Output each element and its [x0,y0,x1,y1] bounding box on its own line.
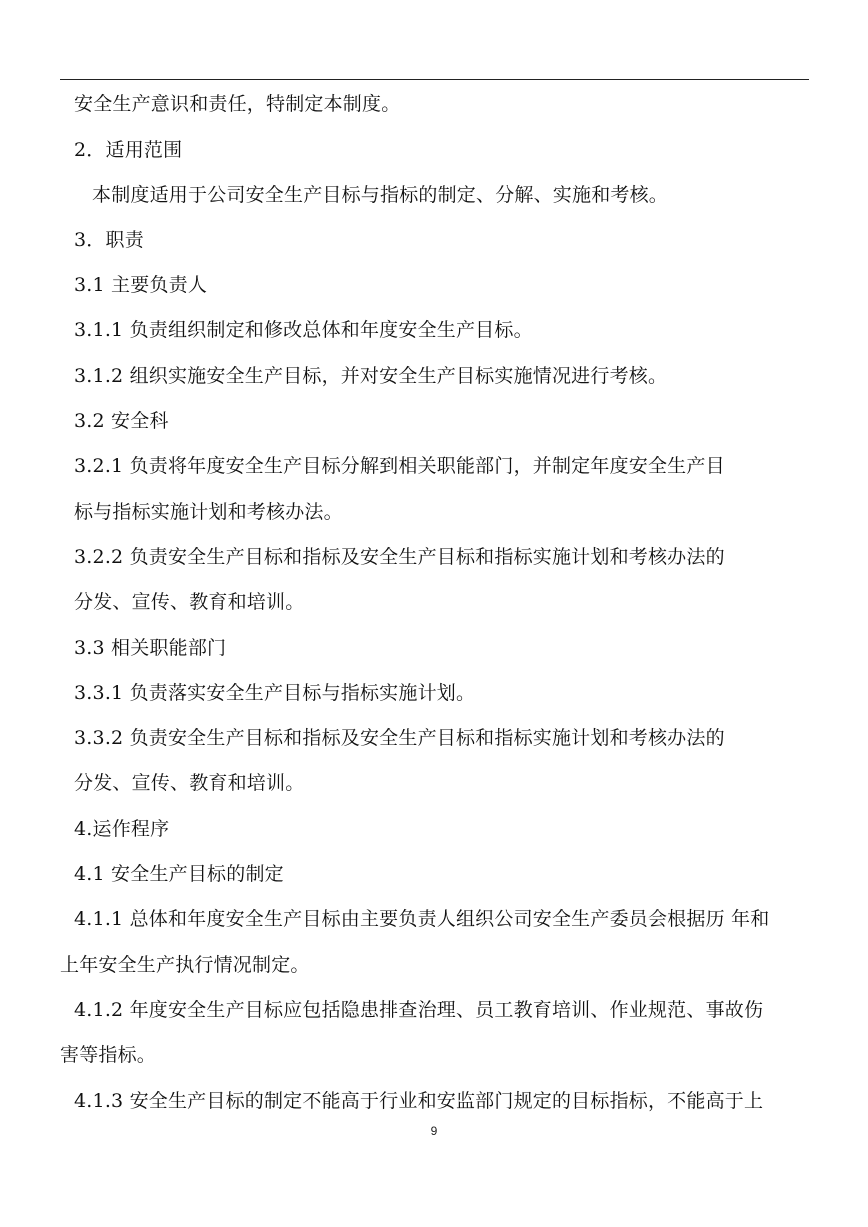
subsection-heading: 3.2 安全科 [74,410,169,432]
text-line: 害等指标。 [60,1044,157,1066]
page-number: 9 [430,1124,438,1138]
text-line: 3.3.2 负责安全生产目标和指标及安全生产目标和指标实施计划和考核办法的 [74,727,725,749]
text-line: 3.1.2 组织实施安全生产目标，并对安全生产目标实施情况进行考核。 [74,365,668,387]
subsection-heading: 4.1 安全生产目标的制定 [74,863,284,885]
text-line: 安全生产意识和责任，特制定本制度。 [74,93,401,115]
subsection-heading: 3.1 主要负责人 [74,274,208,296]
text-line: 4.1.2 年度安全生产目标应包括隐患排查治理、员工教育培训、作业规范、事故伤 [74,999,764,1021]
text-line: 本制度适用于公司安全生产目标与指标的制定、分解、实施和考核。 [92,184,669,206]
text-line: 3.2.2 负责安全生产目标和指标及安全生产目标和指标实施计划和考核办法的 [74,546,725,568]
text-line: 分发、宣传、教育和培训。 [74,772,305,794]
text-line: 4.1.3 安全生产目标的制定不能高于行业和安监部门规定的目标指标，不能高于上 [74,1090,764,1112]
text-line: 分发、宣传、教育和培训。 [74,591,305,613]
header-rule [60,79,809,80]
section-heading: 2．适用范围 [74,139,183,161]
text-line: 3.3.1 负责落实安全生产目标与指标实施计划。 [74,682,476,704]
subsection-heading: 3.3 相关职能部门 [74,637,227,659]
text-line: 3.1.1 负责组织制定和修改总体和年度安全生产目标。 [74,319,533,341]
section-heading: 4.运作程序 [74,818,170,840]
text-line: 3.2.1 负责将年度安全生产目标分解到相关职能部门，并制定年度安全生产目 [74,455,725,477]
text-line: 上年安全生产执行情况制定。 [60,954,310,976]
text-line: 4.1.1 总体和年度安全生产目标由主要负责人组织公司安全生产委员会根据历 年和 [74,908,770,930]
section-heading: 3．职责 [74,229,144,251]
text-line: 标与指标实施计划和考核办法。 [74,501,343,523]
